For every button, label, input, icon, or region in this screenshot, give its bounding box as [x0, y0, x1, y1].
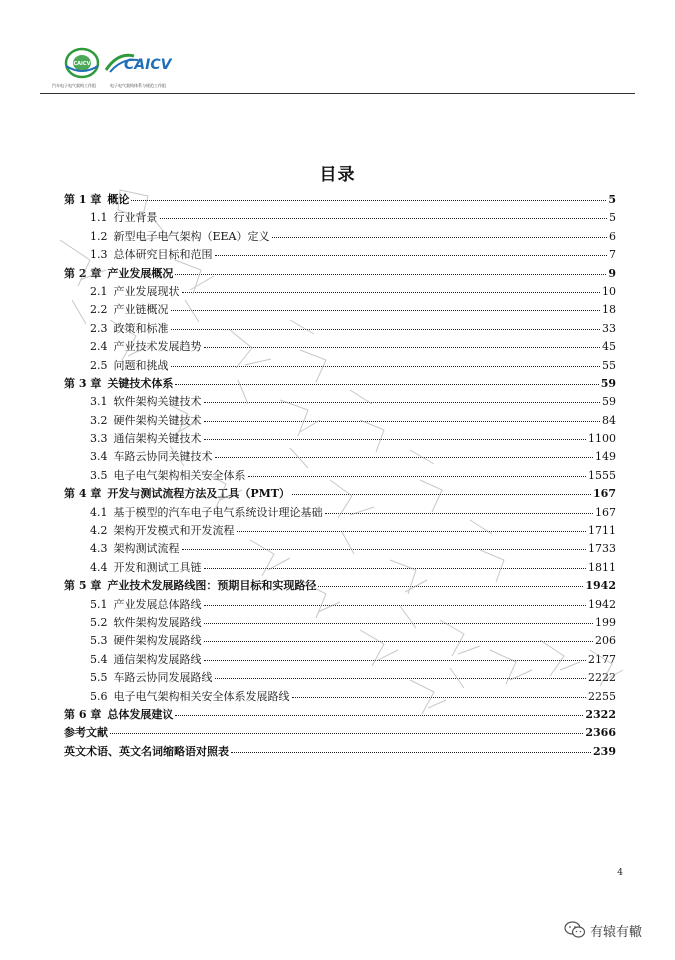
- toc-entry-title: 政策和标准: [113, 321, 169, 335]
- page-header: [0, 0, 675, 100]
- toc-section-entry[interactable]: [64, 430, 616, 448]
- toc-entry-page: 6: [609, 229, 616, 243]
- toc-dot-leader: [204, 347, 601, 348]
- toc-entry-number: 第 2 章: [64, 266, 102, 280]
- toc-entry-title: 车路云协同发展路线: [113, 671, 213, 685]
- toc-dot-leader: [175, 384, 598, 385]
- toc-dot-leader: [292, 494, 591, 495]
- toc-dot-leader: [171, 366, 601, 367]
- toc-entry-number: 4.2: [90, 524, 108, 538]
- toc-entry-number: 4.4: [90, 560, 108, 574]
- toc-entry-title: 开发和测试工具链: [113, 560, 202, 574]
- toc-dot-leader: [204, 660, 587, 661]
- toc-entry-page: 149: [595, 450, 616, 464]
- toc-dot-leader: [215, 678, 587, 679]
- toc-dot-leader: [204, 568, 587, 569]
- toc-entry-page: 206: [595, 634, 616, 648]
- toc-section-entry[interactable]: [64, 688, 616, 706]
- toc-entry-page: 1942: [585, 579, 616, 593]
- toc-dot-leader: [175, 715, 583, 716]
- toc-section-entry[interactable]: [64, 338, 616, 356]
- toc-chapter-entry[interactable]: [64, 485, 616, 503]
- toc-entry-number: 5.4: [90, 652, 108, 666]
- toc-section-entry[interactable]: [64, 467, 616, 485]
- toc-entry-page: 18: [602, 303, 616, 317]
- toc-entry-title: 参考文献: [64, 726, 108, 740]
- toc-entry-number: 5.1: [90, 597, 108, 611]
- toc-entry-number: 5.3: [90, 634, 108, 648]
- toc-section-entry[interactable]: [64, 522, 616, 540]
- toc-entry-number: 第 3 章: [64, 376, 102, 390]
- caicv-emblem-logo: [62, 46, 102, 80]
- toc-chapter-entry[interactable]: [64, 375, 616, 393]
- toc-entry-page: 1733: [588, 542, 616, 556]
- toc-section-entry[interactable]: [64, 448, 616, 466]
- toc-dot-leader: [204, 421, 601, 422]
- toc-entry-title: 总体研究目标和范围: [113, 248, 213, 262]
- toc-section-entry[interactable]: [64, 393, 616, 411]
- logo1-text: CAICV: [73, 61, 91, 67]
- toc-section-entry[interactable]: [64, 320, 616, 338]
- toc-dot-leader: [248, 476, 587, 477]
- toc-entry-title: 架构开发模式和开发流程: [113, 524, 235, 538]
- toc-dot-leader: [131, 200, 606, 201]
- toc-title: 目录: [319, 165, 356, 185]
- toc-entry-number: 第 1 章: [64, 193, 102, 206]
- toc-chapter-entry[interactable]: [64, 743, 616, 761]
- toc-entry-number: 3.2: [90, 413, 108, 427]
- toc-entry-title: 产业链概况: [113, 303, 169, 317]
- toc-entry-page: 33: [602, 321, 616, 335]
- toc-dot-leader: [318, 586, 583, 587]
- toc-entry-page: 7: [609, 248, 616, 262]
- toc-entry-page: 2255: [588, 689, 616, 703]
- toc-entry-page: 1942: [588, 597, 616, 611]
- toc-chapter-entry[interactable]: [64, 265, 616, 283]
- toc-entry-page: 2366: [585, 726, 616, 740]
- toc-entry-number: 3.3: [90, 432, 108, 446]
- toc-dot-leader: [272, 237, 607, 238]
- toc-section-entry[interactable]: [64, 246, 616, 264]
- toc-entry-page: 9: [608, 266, 616, 280]
- toc-section-entry[interactable]: [64, 632, 616, 650]
- toc-section-entry[interactable]: [64, 614, 616, 632]
- toc-entry-page: 59: [602, 395, 616, 409]
- toc-entry-page: 84: [602, 413, 616, 427]
- toc-dot-leader: [160, 218, 608, 219]
- toc-dot-leader: [204, 623, 594, 624]
- toc-section-entry[interactable]: [64, 283, 616, 301]
- toc-entry-page: 5: [609, 211, 616, 225]
- toc-entry-page: 5: [608, 193, 616, 206]
- toc-entry-page: 55: [602, 358, 616, 372]
- toc-dot-leader: [292, 697, 587, 698]
- toc-entry-number: 5.5: [90, 671, 108, 685]
- toc-dot-leader: [182, 292, 601, 293]
- toc-entry-number: 1.1: [90, 211, 108, 225]
- toc-section-entry[interactable]: [64, 540, 616, 558]
- toc-entry-number: 4.1: [90, 505, 108, 519]
- toc-entry-title: 软件架构发展路线: [113, 615, 202, 629]
- toc-entry-number: 2.4: [90, 340, 108, 354]
- toc-dot-leader: [171, 310, 601, 311]
- toc-section-entry[interactable]: [64, 412, 616, 430]
- toc-entry-page: 167: [593, 487, 616, 501]
- toc-entry-title: 电子电气架构相关安全体系发展路线: [113, 689, 290, 703]
- toc-section-entry[interactable]: [64, 301, 616, 319]
- toc-entry-number: 5.2: [90, 615, 108, 629]
- toc-entry-title: 问题和挑战: [113, 358, 169, 372]
- header-divider: [40, 93, 635, 94]
- wechat-account-name: 有辕有轍: [590, 924, 643, 940]
- toc-entry-title: 开发与测试流程方法及工具（PMT）: [107, 487, 290, 501]
- toc-entry-page: 1555: [588, 468, 616, 482]
- toc-dot-leader: [171, 329, 601, 330]
- toc-entry-title: 基于模型的汽车电子电气系统设计理论基础: [113, 505, 323, 519]
- toc-entry-number: 3.1: [90, 395, 108, 409]
- toc-entry-title: 硬件架构关键技术: [113, 413, 202, 427]
- toc-entry-title: 产业发展总体路线: [113, 597, 202, 611]
- toc-chapter-entry[interactable]: [64, 577, 616, 595]
- toc-dot-leader: [237, 531, 587, 532]
- toc-dot-leader: [204, 439, 587, 440]
- toc-section-entry[interactable]: [64, 228, 616, 246]
- toc-dot-leader: [231, 752, 591, 753]
- logo2-caption: 电子电气架构体系与规范工作组: [110, 83, 166, 88]
- toc-entry-title: 行业背景: [113, 211, 158, 225]
- toc-entry-number: 1.3: [90, 248, 108, 262]
- toc-entry-number: 3.5: [90, 468, 108, 482]
- toc-entry-page: 2222: [588, 671, 616, 685]
- toc-entry-page: 59: [600, 376, 616, 390]
- toc-dot-leader: [204, 641, 594, 642]
- toc-chapter-entry[interactable]: [64, 706, 616, 724]
- toc-entry-number: 2.1: [90, 284, 108, 298]
- toc-section-entry[interactable]: [64, 209, 616, 227]
- toc-entry-number: 4.3: [90, 542, 108, 556]
- toc-entry-number: 5.6: [90, 689, 108, 703]
- toc-dot-leader: [182, 549, 587, 550]
- toc-entry-number: 第 4 章: [64, 487, 102, 501]
- toc-entry-title: 通信架构关键技术: [113, 432, 202, 446]
- toc-entry-title: 硬件架构发展路线: [113, 634, 202, 648]
- toc-entry-title: 英文术语、英文名词缩略语对照表: [64, 744, 229, 758]
- page-number: 4: [617, 868, 623, 878]
- toc-entry-title: 总体发展建议: [107, 707, 174, 721]
- caicv-wordmark-logo: [104, 48, 174, 76]
- toc-entry-page: 239: [593, 744, 616, 758]
- toc-dot-leader: [204, 605, 587, 606]
- toc-section-entry[interactable]: [64, 596, 616, 614]
- toc-entry-number: 第 6 章: [64, 707, 102, 721]
- toc-entry-page: 2177: [588, 652, 616, 666]
- toc-entry-title: 产业发展现状: [113, 284, 180, 298]
- toc-entry-number: 2.2: [90, 303, 108, 317]
- toc-dot-leader: [215, 457, 594, 458]
- toc-entry-title: 车路云协同关键技术: [113, 450, 213, 464]
- toc-dot-leader: [175, 274, 606, 275]
- logo2-text: CAICV: [124, 57, 172, 73]
- toc-section-entry[interactable]: [64, 651, 616, 669]
- toc-entry-number: 3.4: [90, 450, 108, 464]
- toc-entry-title: 软件架构关键技术: [113, 395, 202, 409]
- toc-entry-title: 概论: [107, 193, 130, 206]
- toc-entry-title: 电子电气架构相关安全体系: [113, 468, 246, 482]
- toc-dot-leader: [110, 733, 583, 734]
- logo1-caption: 汽车电子电气架构工作组: [52, 83, 96, 88]
- toc-entry-page: 167: [595, 505, 616, 519]
- toc-entry-title: 架构测试流程: [113, 542, 180, 556]
- table-of-contents: [64, 191, 616, 761]
- toc-section-entry[interactable]: [64, 357, 616, 375]
- toc-dot-leader: [325, 513, 594, 514]
- toc-entry-title: 关键技术体系: [107, 376, 174, 390]
- toc-entry-number: 第 5 章: [64, 579, 102, 593]
- toc-section-entry[interactable]: [64, 669, 616, 687]
- toc-entry-title: 产业发展概况: [107, 266, 174, 280]
- toc-entry-page: 1100: [588, 432, 616, 446]
- toc-entry-title: 新型电子电气架构（EEA）定义: [113, 229, 270, 243]
- toc-entry-page: 1711: [588, 524, 616, 538]
- toc-entry-title: 通信架构发展路线: [113, 652, 202, 666]
- toc-section-entry[interactable]: [64, 504, 616, 522]
- toc-entry-number: 2.5: [90, 358, 108, 372]
- toc-entry-title: 产业技术发展趋势: [113, 340, 202, 354]
- toc-section-entry[interactable]: [64, 559, 616, 577]
- toc-entry-page: 10: [602, 284, 616, 298]
- toc-entry-page: 2322: [585, 707, 616, 721]
- toc-dot-leader: [215, 255, 608, 256]
- toc-entry-number: 1.2: [90, 229, 108, 243]
- toc-entry-title: 产业技术发展路线图：预期目标和实现路径: [107, 579, 317, 593]
- toc-entry-number: 2.3: [90, 321, 108, 335]
- toc-entry-page: 1811: [588, 560, 616, 574]
- toc-entry-page: 45: [602, 340, 616, 354]
- toc-entry-page: 199: [595, 615, 616, 629]
- toc-chapter-entry[interactable]: [64, 191, 616, 209]
- toc-chapter-entry[interactable]: [64, 724, 616, 742]
- wechat-icon: [564, 920, 586, 940]
- wechat-watermark: [564, 920, 642, 940]
- toc-dot-leader: [204, 402, 601, 403]
